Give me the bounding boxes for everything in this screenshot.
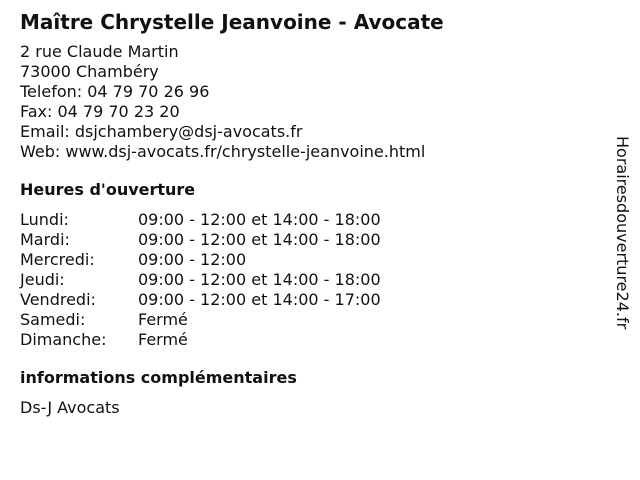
hours-row <box>20 270 600 290</box>
hours-value: Fermé <box>138 330 188 349</box>
hours-value: Fermé <box>138 310 188 329</box>
email-line: Email: dsjchambery@dsj-avocats.fr <box>20 122 303 141</box>
hours-day: Mercredi: <box>20 250 95 269</box>
hours-day: Vendredi: <box>20 290 96 309</box>
opening-hours-heading: Heures d'ouverture <box>20 180 196 199</box>
business-card <box>20 10 600 418</box>
hours-value: 09:00 - 12:00 et 14:00 - 17:00 <box>138 290 381 309</box>
hours-row <box>20 310 600 330</box>
hours-row <box>20 210 600 230</box>
hours-row <box>20 250 600 270</box>
address-street: 2 rue Claude Martin <box>20 42 179 61</box>
hours-value: 09:00 - 12:00 et 14:00 - 18:00 <box>138 230 381 249</box>
hours-row <box>20 330 600 350</box>
hours-day: Dimanche: <box>20 330 107 349</box>
hours-day: Samedi: <box>20 310 86 329</box>
hours-value: 09:00 - 12:00 et 14:00 - 18:00 <box>138 270 381 289</box>
web-line: Web: www.dsj-avocats.fr/chrystelle-jeanvoine.html <box>20 142 426 161</box>
brand-watermark: Horairesdouverture24.fr <box>613 136 632 330</box>
extra-info-text: Ds-J Avocats <box>20 398 120 417</box>
page-title: Maître Chrystelle Jeanvoine - Avocate <box>20 10 444 34</box>
address-city: 73000 Chambéry <box>20 62 159 81</box>
phone-line: Telefon: 04 79 70 26 96 <box>20 82 210 101</box>
extra-info-heading: informations complémentaires <box>20 368 297 387</box>
address-block <box>20 42 600 162</box>
hours-value: 09:00 - 12:00 <box>138 250 247 269</box>
hours-row <box>20 290 600 310</box>
opening-hours-table <box>20 210 600 350</box>
hours-value: 09:00 - 12:00 et 14:00 - 18:00 <box>138 210 381 229</box>
hours-row <box>20 230 600 250</box>
hours-day: Lundi: <box>20 210 69 229</box>
hours-day: Jeudi: <box>20 270 65 289</box>
fax-line: Fax: 04 79 70 23 20 <box>20 102 180 121</box>
hours-day: Mardi: <box>20 230 70 249</box>
